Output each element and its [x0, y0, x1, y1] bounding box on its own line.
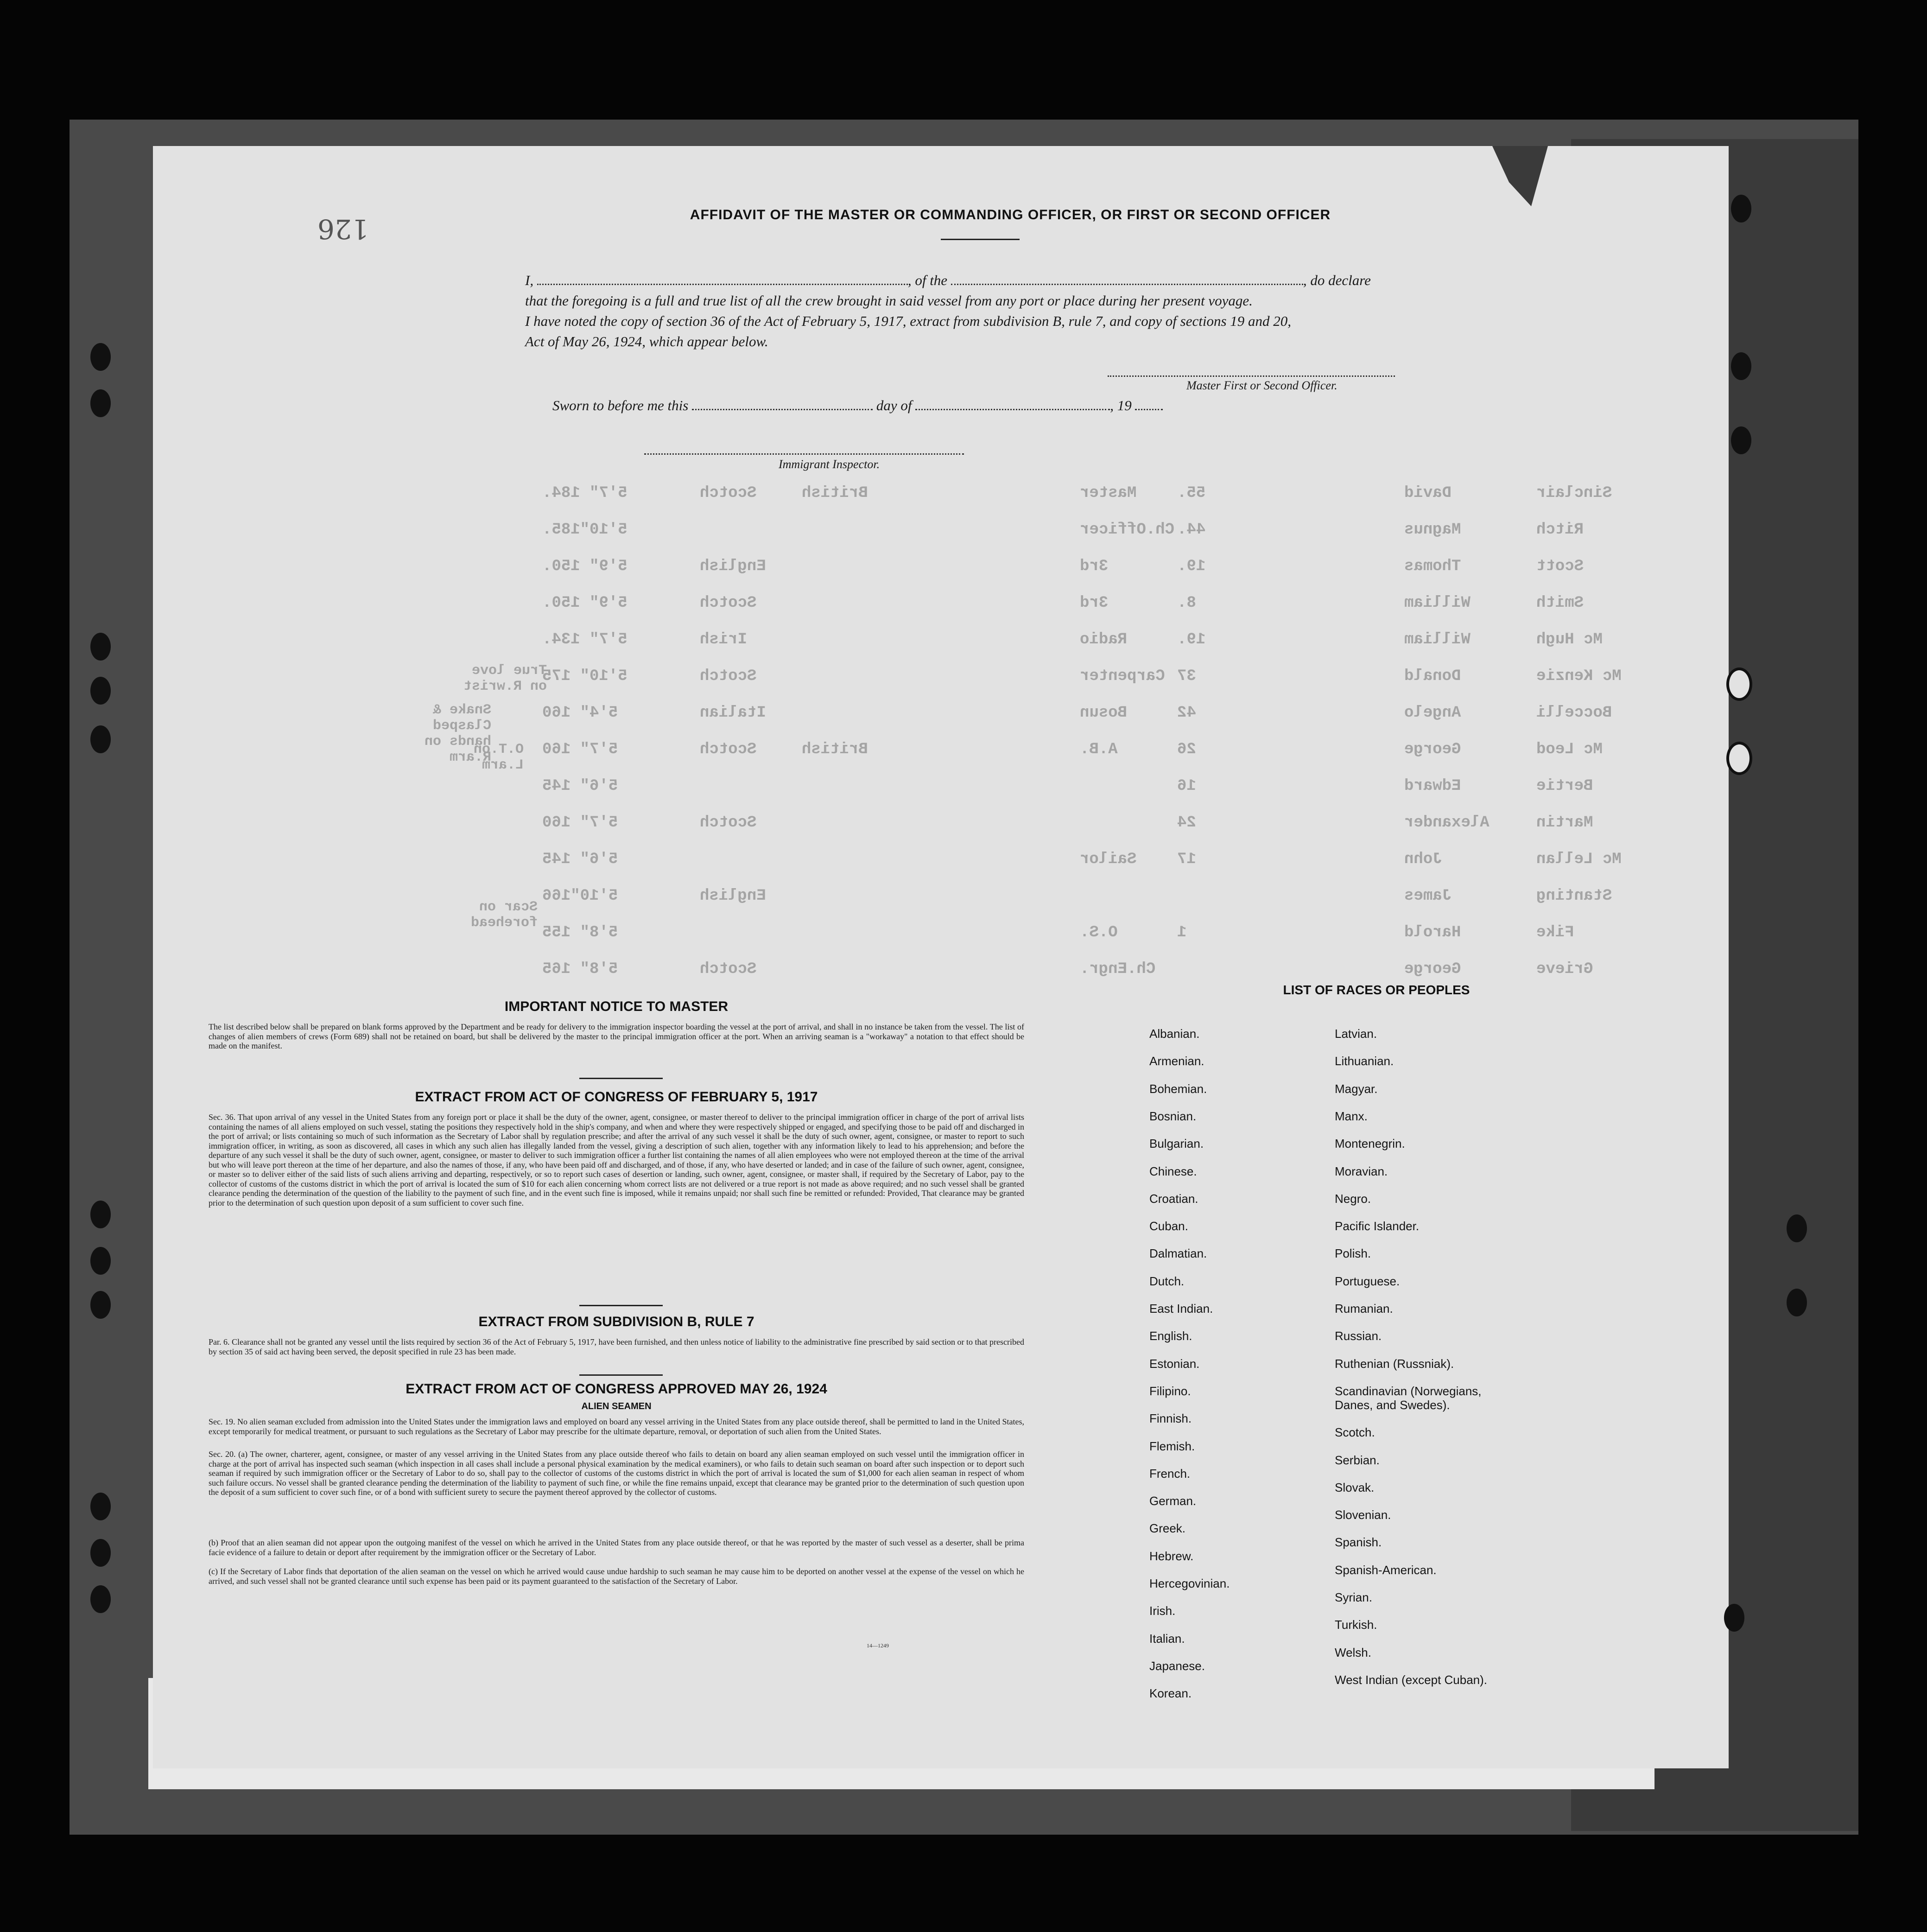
- bleed-through-cell: 24: [1177, 814, 1196, 832]
- sworn-year-blank[interactable]: [1135, 400, 1163, 410]
- act-1924-sec20c: (c) If the Secretary of Labor finds that deportation of the alien seaman on the vessel on which he arrived would cause undue hardship to such seaman he may cause him to be deported on another vessel at the expense of the vessel on which he arrived, and such vessel shall not be granted clearance until such expense has been paid or its payment guaranteed to the satisfaction of the Secretary of Labor.: [209, 1567, 1024, 1586]
- bleed-through-note: True love on R.wrist: [463, 663, 547, 694]
- rule-7-text: Par. 6. Clearance shall not be granted any vessel until the lists required by section 36 of the Act of February 5, 1917, have been furnished, and then unless notice of liability to the administrative fine prescribed by said section or to that prescribed by section 35 of said act having been served, the deposit specified in rule 23 has been made.: [209, 1337, 1024, 1356]
- race-item: Dalmatian.: [1149, 1246, 1207, 1261]
- race-item: Hercegovinian.: [1149, 1576, 1230, 1590]
- affidavit-line-4: Act of May 26, 1924, which appear below.: [525, 333, 768, 350]
- bleed-through-cell: George: [1404, 741, 1461, 758]
- race-item: Montenegrin.: [1335, 1137, 1405, 1151]
- bleed-through-cell: 5'7" 160: [542, 741, 618, 758]
- affidavit-of-the: , of the: [907, 272, 948, 288]
- race-item: Armenian.: [1149, 1054, 1204, 1068]
- race-item: Moravian.: [1335, 1164, 1388, 1178]
- bleed-through-cell: 5'6" 145: [542, 777, 618, 795]
- bleed-through-note: Scar on forehead: [470, 899, 538, 931]
- bleed-through-cell: Fike: [1536, 924, 1574, 941]
- race-item: Bohemian.: [1149, 1081, 1207, 1096]
- document-page: [153, 146, 1729, 1768]
- bleed-through-cell: Bertie: [1536, 777, 1593, 795]
- bleed-through-cell: Scotch: [700, 960, 757, 978]
- race-item: Lithuanian.: [1335, 1054, 1394, 1068]
- affidavit-i: I,: [525, 272, 534, 288]
- race-item: Polish.: [1335, 1246, 1371, 1261]
- punch-hole: [90, 1291, 111, 1319]
- race-item: Syrian.: [1335, 1590, 1372, 1604]
- race-item: Estonian.: [1149, 1356, 1200, 1371]
- form-code: 14—1249: [867, 1642, 889, 1649]
- bleed-through-cell: British: [802, 484, 868, 502]
- punch-hole: [90, 1201, 111, 1228]
- bleed-through-cell: John: [1404, 851, 1442, 868]
- race-item: Korean.: [1149, 1686, 1192, 1701]
- race-item: Magyar.: [1335, 1081, 1378, 1096]
- punch-hole: [90, 1247, 111, 1275]
- name-blank[interactable]: [537, 274, 908, 285]
- sworn-text: Sworn to before me this: [552, 397, 689, 413]
- sworn-day-blank[interactable]: [692, 400, 873, 410]
- punch-hole: [1726, 667, 1752, 701]
- bleed-through-cell: Irish: [700, 631, 748, 648]
- bleed-through-cell: Scotch: [700, 741, 757, 758]
- bleed-through-cell: 5'7" 160: [542, 814, 618, 832]
- bleed-through-cell: 19.: [1177, 558, 1206, 575]
- signature-line[interactable]: [1108, 375, 1395, 377]
- bleed-through-cell: 5'9" 150.: [542, 594, 628, 612]
- punch-hole: [90, 677, 111, 705]
- bleed-through-cell: 3rd: [1080, 594, 1109, 612]
- race-item: Japanese.: [1149, 1659, 1205, 1673]
- bleed-through-cell: Ritch: [1536, 521, 1584, 539]
- bleed-through-cell: Magnus: [1404, 521, 1461, 539]
- inspector-label: Immigrant Inspector.: [779, 458, 880, 471]
- bleed-through-cell: Master: [1080, 484, 1137, 502]
- bleed-through-cell: 37: [1177, 667, 1196, 685]
- bleed-through-cell: 5'7" 184.: [542, 484, 628, 502]
- alien-seamen-subtitle: ALIEN SEAMEN: [581, 1401, 652, 1411]
- race-item: Italian.: [1149, 1631, 1185, 1646]
- vessel-blank[interactable]: [951, 274, 1303, 285]
- race-item: Danes, and Swedes).: [1335, 1398, 1450, 1412]
- act-1917-text: Sec. 36. That upon arrival of any vessel in the United States from any foreign port or place it shall be the duty of the owner, agent, consignee, or master thereof to deliver to the principal immigration officer in charge of the port of arrival lists containing the names of all aliens employed on such vessel, stating the positions they respectively hold in the ship's company, and when and where they were respectively shipped or engaged, and specifying those to be paid off and discharged in the port of arrival; or lists containing so much of such information as the Secretary of Labor shall by regulation prescribe; and after the arrival of any such vessel it shall be the duty of such owner, agent, consignee, or master to report to such immigration officer, in writing, as soon as discovered, all cases in which any such alien has illegally landed from the vessel, giving a description of such alien, together with any information likely to lead to his apprehension; and before the departure of any such vessel it shall be the duty of such owner, agent, consignee, or master to deliver to such immigration officer a further list containing the names of all alien employees who were not employed thereon at the time of the arrival but who will leave port thereon at the time of her departure, and also the names of those, if any, who have been paid off and discharged, and of those, if any, who have deserted or landed; and in case of the failure of such owner, agent, consignee, or master so to deliver either of the said lists of such aliens arriving and departing, respectively, or so to report such cases of desertion or landing, such owner, agent, consignee, or master shall, if required by the Secretary of Labor, pay to the collector of customs of the customs district in which the port of arrival is located the sum of $10 for each alien concerning whom correct lists are not delivered or a true report is not made as above required; and no such vessel shall be granted clearance pending the determination of the question of the liability to the payment of such fine, and in the event such fine is imposed, while it remains unpaid; nor shall such fine be remitted or refunded: Provided, That clearance may be granted prior to the determination of such question upon deposit of a sum sufficient to cover such fine.: [209, 1112, 1024, 1208]
- bleed-through-cell: 5'9" 150.: [542, 558, 628, 575]
- bleed-through-cell: 5'10"185.: [542, 521, 628, 539]
- race-item: Bulgarian.: [1149, 1137, 1204, 1151]
- race-item: Portuguese.: [1335, 1274, 1400, 1288]
- bleed-through-cell: Mc Kenzie: [1536, 667, 1622, 685]
- race-item: Turkish.: [1335, 1618, 1377, 1632]
- race-item: Slovenian.: [1335, 1508, 1391, 1522]
- race-item: Welsh.: [1335, 1645, 1371, 1659]
- punch-hole: [1726, 742, 1752, 775]
- bleed-through-cell: Alexander: [1404, 814, 1490, 832]
- race-item: German.: [1149, 1494, 1197, 1508]
- bleed-through-cell: Mc Hugh: [1536, 631, 1603, 648]
- bleed-through-cell: Scott: [1536, 558, 1584, 575]
- notice-text: The list described below shall be prepared on blank forms approved by the Department and be ready for delivery to the immigration inspector boarding the vessel at the port of arrival, and shall in no instance be taken from the vessel. The list of changes of alien members of crews (Form 689) shall not be retained on board, but shall be delivered by the master to the principal immigration officer at the port. When an arriving seaman is a "workaway" a notation to that effect should be made on the manifest.: [209, 1022, 1024, 1050]
- punch-hole: [90, 343, 111, 371]
- bleed-through-cell: Thomas: [1404, 558, 1461, 575]
- punch-hole: [1731, 195, 1751, 222]
- bleed-through-cell: 5'6" 145: [542, 851, 618, 868]
- punch-hole: [90, 1539, 111, 1567]
- punch-hole: [90, 633, 111, 661]
- bleed-through-cell: 44.: [1177, 521, 1206, 539]
- race-item: English.: [1149, 1329, 1192, 1343]
- act-1917-title: EXTRACT FROM ACT OF CONGRESS OF FEBRUARY 5, 1917: [415, 1089, 818, 1105]
- race-item: Flemish.: [1149, 1439, 1195, 1453]
- bleed-through-cell: Carpenter: [1080, 667, 1165, 685]
- race-item: Albanian.: [1149, 1027, 1200, 1041]
- bleed-through-cell: Smith: [1536, 594, 1584, 612]
- affidavit-declaration-line: [525, 272, 1371, 289]
- bleed-through-cell: Scotch: [700, 667, 757, 685]
- bleed-through-cell: British: [802, 741, 868, 758]
- race-item: Manx.: [1335, 1109, 1368, 1123]
- race-item: East Indian.: [1149, 1302, 1213, 1316]
- race-item: Finnish.: [1149, 1411, 1192, 1426]
- bleed-through-cell: 55.: [1177, 484, 1206, 502]
- act-1924-sec20a: Sec. 20. (a) The owner, charterer, agent, consignee, or master of any vessel arriving in the United States from any place outside thereof who fails to detain on board any alien seaman employed on such vessel until the immigration officer in charge at the port of arrival has inspected such seaman (which inspection in all cases shall include a personal physical examination by the medical examiners), or who fails to detain such seaman on board after such inspection or to deport such seaman if required by such immigration officer or the Secretary of Labor to do so, shall pay to the collector of customs of the customs district in which the port of arrival is located the sum of $1,000 for each alien seaman in respect of whom such failure occurs. No vessel shall be granted clearance pending the determination of the liability to payment of such fine, or while the fine remains unpaid, except that clearance may be granted prior to the determination of such question upon the deposit of a sum sufficient to cover such fine, or of a bond with sufficient surety to secure the payment thereof approved by the collector of customs.: [209, 1449, 1024, 1497]
- bleed-through-cell: 26: [1177, 741, 1196, 758]
- bleed-through-cell: 19.: [1177, 631, 1206, 648]
- race-item: Slovak.: [1335, 1480, 1375, 1494]
- bleed-through-cell: Radio: [1080, 631, 1128, 648]
- race-item: Cuban.: [1149, 1219, 1188, 1233]
- bleed-through-cell: Scotch: [700, 814, 757, 832]
- race-item: Rumanian.: [1335, 1302, 1393, 1316]
- bleed-through-cell: Donald: [1404, 667, 1461, 685]
- bleed-through-cell: Sailor: [1080, 851, 1137, 868]
- affidavit-do-declare: , do declare: [1303, 272, 1371, 288]
- bleed-through-cell: 5'4" 160: [542, 704, 618, 722]
- bleed-through-note: O.T.on L.arm: [473, 742, 524, 773]
- bleed-through-cell: 3rd: [1080, 558, 1109, 575]
- bleed-through-cell: Edward: [1404, 777, 1461, 795]
- affidavit-line-2: that the foregoing is a full and true list of all the crew brought in said vessel from any port or place during her present voyage.: [525, 292, 1253, 309]
- punch-hole: [1731, 352, 1751, 380]
- inspector-signature-line[interactable]: [644, 453, 964, 455]
- race-item: Bosnian.: [1149, 1109, 1197, 1123]
- race-item: Croatian.: [1149, 1191, 1198, 1206]
- bleed-through-cell: Stanting: [1536, 887, 1612, 905]
- bleed-through-cell: Grieve: [1536, 960, 1593, 978]
- bleed-through-cell: Boccelli: [1536, 704, 1612, 722]
- bleed-through-cell: William: [1404, 594, 1471, 612]
- race-item: Scandinavian (Norwegians,: [1335, 1384, 1482, 1398]
- bleed-through-cell: Ch.Officer: [1080, 521, 1175, 539]
- sworn-line: [552, 397, 1163, 414]
- bleed-through-cell: Ch.Engr.: [1080, 960, 1156, 978]
- bleed-through-cell: 8.: [1177, 594, 1196, 612]
- race-item: Latvian.: [1335, 1027, 1377, 1041]
- bleed-through-cell: A.B.: [1080, 741, 1118, 758]
- bleed-through-cell: 17: [1177, 851, 1196, 868]
- affidavit-rule: [941, 239, 1020, 240]
- race-item: Negro.: [1335, 1191, 1371, 1206]
- bleed-through-cell: 42: [1177, 704, 1196, 722]
- torn-corner: [1492, 146, 1548, 206]
- bleed-through-cell: English: [700, 887, 766, 905]
- bleed-through-cell: Scotch: [700, 594, 757, 612]
- affidavit-line-3: I have noted the copy of section 36 of the Act of February 5, 1917, extract from subdivision B, rule 7, and copy of sections 19 and 20,: [525, 313, 1292, 329]
- race-item: West Indian (except Cuban).: [1335, 1672, 1488, 1687]
- bleed-through-cell: Angelo: [1404, 704, 1461, 722]
- bleed-through-cell: 16: [1177, 777, 1196, 795]
- divider: [579, 1078, 663, 1079]
- signature-label: Master First or Second Officer.: [1186, 379, 1337, 392]
- bleed-through-cell: Mc Leod: [1536, 741, 1603, 758]
- bleed-through-cell: George: [1404, 960, 1461, 978]
- punch-hole: [90, 725, 111, 753]
- punch-hole: [90, 1585, 111, 1613]
- sworn-day-of: day of: [876, 397, 912, 413]
- punch-hole: [90, 389, 111, 417]
- punch-hole: [1731, 426, 1751, 454]
- bleed-through-cell: William: [1404, 631, 1471, 648]
- divider: [579, 1374, 663, 1376]
- rule-7-title: EXTRACT FROM SUBDIVISION B, RULE 7: [478, 1314, 754, 1329]
- act-1924-title: EXTRACT FROM ACT OF CONGRESS APPROVED MAY 26, 1924: [406, 1381, 827, 1397]
- bleed-through-cell: David: [1404, 484, 1452, 502]
- bleed-through-cell: Martin: [1536, 814, 1593, 832]
- bleed-through-cell: English: [700, 558, 766, 575]
- race-item: Ruthenian (Russniak).: [1335, 1356, 1454, 1371]
- punch-hole: [1724, 1604, 1744, 1632]
- race-item: Russian.: [1335, 1329, 1382, 1343]
- sworn-year: , 19: [1110, 397, 1132, 413]
- race-item: Greek.: [1149, 1521, 1186, 1536]
- race-item: Filipino.: [1149, 1384, 1191, 1398]
- bleed-through-cell: Bosun: [1080, 704, 1128, 722]
- race-item: Scotch.: [1335, 1425, 1375, 1440]
- bleed-through-cell: Mc Lellan: [1536, 851, 1622, 868]
- race-item: Serbian.: [1335, 1453, 1380, 1467]
- bleed-through-note: Snake & Clasped hands on R.arm: [424, 702, 491, 765]
- bleed-through-cell: 5'8" 155: [542, 924, 618, 941]
- act-1924-sec20b: (b) Proof that an alien seaman did not appear upon the outgoing manifest of the vessel on which he arrived in the United States from any place outside thereof, or that he was reported by the master of such vessel as a deserter, shall be prima facie evidence of a failure to detain or deport after requirement by the immigration officer or the Secretary of Labor.: [209, 1538, 1024, 1557]
- sworn-month-blank[interactable]: [915, 400, 1110, 410]
- punch-hole: [1787, 1214, 1807, 1242]
- race-item: Pacific Islander.: [1335, 1219, 1420, 1233]
- punch-hole: [1787, 1289, 1807, 1316]
- divider: [579, 1305, 663, 1306]
- races-title: LIST OF RACES OR PEOPLES: [1283, 983, 1470, 997]
- bleed-through-cell: Italian: [700, 704, 766, 722]
- bleed-through-cell: 5'7" 134.: [542, 631, 628, 648]
- bleed-through-cell: 5'8" 165: [542, 960, 618, 978]
- bleed-through-cell: Harold: [1404, 924, 1461, 941]
- race-item: Chinese.: [1149, 1164, 1197, 1178]
- race-item: Irish.: [1149, 1604, 1176, 1618]
- bleed-through-cell: James: [1404, 887, 1452, 905]
- race-item: Dutch.: [1149, 1274, 1185, 1288]
- bleed-through-cell: 5'10" 175: [542, 667, 628, 685]
- bleed-through-cell: Scotch: [700, 484, 757, 502]
- race-item: French.: [1149, 1466, 1191, 1481]
- race-item: Spanish.: [1335, 1535, 1382, 1550]
- affidavit-title: AFFIDAVIT OF THE MASTER OR COMMANDING OFFICER, OR FIRST OR SECOND OFFICER: [690, 207, 1331, 222]
- act-1924-sec19: Sec. 19. No alien seaman excluded from admission into the United States under the immigration laws and employed on board any vessel arriving in the United States from any place outside thereof, shall be permitted to land in the United States, except temporarily for medical treatment, or pursuant to such regulations as the Secretary of Labor may prescribe for the ultimate departure, removal, or deportation of such alien from the United States.: [209, 1417, 1024, 1436]
- race-item: Spanish-American.: [1335, 1563, 1437, 1577]
- bleed-through-cell: O.S.: [1080, 924, 1118, 941]
- page-number: 126: [317, 213, 369, 245]
- bleed-through-cell: 5'10"166: [542, 887, 618, 905]
- notice-title: IMPORTANT NOTICE TO MASTER: [504, 999, 729, 1014]
- bleed-through-cell: Sinclair: [1536, 484, 1612, 502]
- race-item: Hebrew.: [1149, 1549, 1194, 1563]
- punch-hole: [90, 1493, 111, 1520]
- bleed-through-cell: 1: [1177, 924, 1187, 941]
